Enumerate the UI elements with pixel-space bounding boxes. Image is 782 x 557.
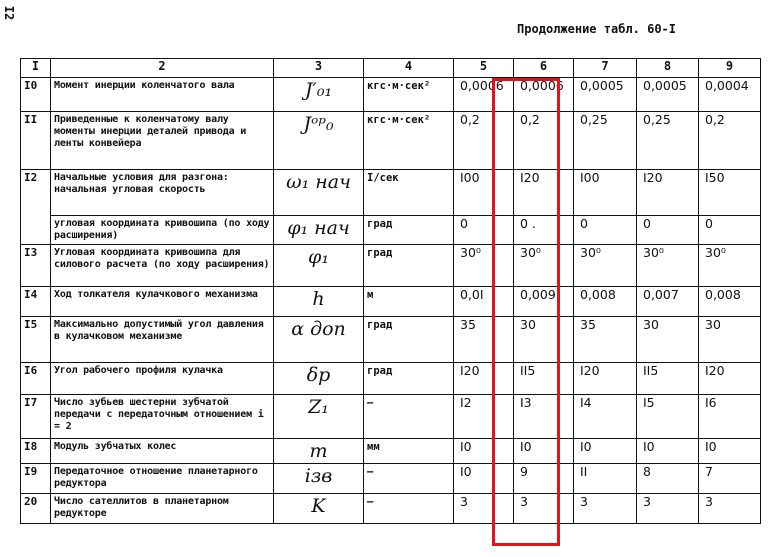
parameter-symbol: J′₀₁ <box>274 78 364 112</box>
table-row <box>21 363 761 395</box>
parameter-name: Момент инерции коленчатого вала <box>51 78 274 112</box>
parameter-symbol: δp <box>274 363 364 395</box>
parameter-name: Начальные условия для разгона: начальная угловая скорость <box>51 170 274 216</box>
value-cell: I00 <box>454 170 514 216</box>
parameter-symbol: φ₁ <box>274 245 364 287</box>
header-cell: 5 <box>454 59 514 78</box>
value-cell: I6 <box>699 395 761 439</box>
value-cell: 0 <box>574 216 637 245</box>
row-number: I3 <box>21 245 51 287</box>
parameter-unit: мм <box>364 439 454 464</box>
value-cell: 0,007 <box>637 287 699 317</box>
header-cell: I <box>21 59 51 78</box>
value-cell: 35 <box>454 317 514 363</box>
parameter-unit: – <box>364 395 454 439</box>
value-cell: 8 <box>637 464 699 494</box>
row-number: I9 <box>21 464 51 494</box>
header-cell: 3 <box>274 59 364 78</box>
value-cell: I0 <box>699 439 761 464</box>
parameter-unit: град <box>364 245 454 287</box>
value-cell: 0,0006 <box>454 78 514 112</box>
value-cell: I4 <box>574 395 637 439</box>
row-number: II <box>21 112 51 170</box>
value-cell: 30⁰ <box>637 245 699 287</box>
header-cell: 7 <box>574 59 637 78</box>
parameter-unit: град <box>364 363 454 395</box>
table-row <box>21 112 761 170</box>
header-cell: 9 <box>699 59 761 78</box>
value-cell: I0 <box>637 439 699 464</box>
parameter-unit: кгс·м·сек² <box>364 78 454 112</box>
value-cell: 30⁰ <box>454 245 514 287</box>
parameter-symbol: Z₁ <box>274 395 364 439</box>
value-cell: 0 <box>637 216 699 245</box>
value-cell: 0,0006 <box>514 78 574 112</box>
table-row <box>21 464 761 494</box>
header-row <box>21 59 761 78</box>
row-number: I7 <box>21 395 51 439</box>
parameter-symbol: ω₁ нач <box>274 170 364 216</box>
value-cell: I0 <box>454 439 514 464</box>
value-cell: I00 <box>574 170 637 216</box>
parameter-symbol: iзв <box>274 464 364 494</box>
table-row <box>21 287 761 317</box>
value-cell: I2 <box>454 395 514 439</box>
value-cell: I50 <box>699 170 761 216</box>
parameter-name: Число зубьев шестерни зубчатой передачи с передаточным отношением i = 2 <box>51 395 274 439</box>
value-cell: 0,008 <box>699 287 761 317</box>
value-cell: I5 <box>637 395 699 439</box>
table-row <box>21 439 761 464</box>
table-caption: Продолжение табл. 60-I <box>517 22 676 36</box>
parameter-name: Угол рабочего профиля кулачка <box>51 363 274 395</box>
row-number: I4 <box>21 287 51 317</box>
value-cell: 7 <box>699 464 761 494</box>
value-cell: I0 <box>514 439 574 464</box>
header-cell: 4 <box>364 59 454 78</box>
value-cell: 0,2 <box>514 112 574 170</box>
parameter-unit: кгс·м·сек² <box>364 112 454 170</box>
value-cell: 9 <box>514 464 574 494</box>
value-cell: I20 <box>637 170 699 216</box>
value-cell: II5 <box>637 363 699 395</box>
value-cell: 0,0005 <box>637 78 699 112</box>
value-cell: II <box>574 464 637 494</box>
parameter-symbol: φ₁ нач <box>274 216 364 245</box>
parameter-symbol: m <box>274 439 364 464</box>
parameter-unit: – <box>364 494 454 524</box>
header-cell: 6 <box>514 59 574 78</box>
parameter-unit: м <box>364 287 454 317</box>
row-number: I0 <box>21 78 51 112</box>
value-cell: I3 <box>514 395 574 439</box>
value-cell: 35 <box>574 317 637 363</box>
row-number: I5 <box>21 317 51 363</box>
page-number: I2 <box>2 5 17 21</box>
value-cell: I20 <box>454 363 514 395</box>
row-number: I6 <box>21 363 51 395</box>
parameter-unit: I/сек <box>364 170 454 216</box>
parameter-name: Передаточное отношение планетарного редуктора <box>51 464 274 494</box>
header-cell: 8 <box>637 59 699 78</box>
table-row <box>21 317 761 363</box>
value-cell: 0,25 <box>637 112 699 170</box>
table-row <box>21 216 761 245</box>
parameter-name: Приведенные к коленчатому валу моменты инерции деталей привода и ленты конвейера <box>51 112 274 170</box>
row-number: I8 <box>21 439 51 464</box>
row-number: 20 <box>21 494 51 524</box>
value-cell: I20 <box>514 170 574 216</box>
parameter-symbol: h <box>274 287 364 317</box>
value-cell: 0,0005 <box>574 78 637 112</box>
value-cell: 0,2 <box>699 112 761 170</box>
parameter-name: Угловая координата кривошипа для силового расчета (по ходу расширения) <box>51 245 274 287</box>
value-cell: I0 <box>574 439 637 464</box>
value-cell: 0,0I <box>454 287 514 317</box>
parameter-name: угловая координата кривошипа (по ходу расширения) <box>51 216 274 245</box>
parameter-symbol: α доп <box>274 317 364 363</box>
value-cell: 0,009 <box>514 287 574 317</box>
value-cell: 0 <box>454 216 514 245</box>
value-cell: 3 <box>454 494 514 524</box>
value-cell: 3 <box>637 494 699 524</box>
value-cell: 30⁰ <box>699 245 761 287</box>
value-cell: 30 <box>637 317 699 363</box>
value-cell: 0,008 <box>574 287 637 317</box>
value-cell: 0,25 <box>574 112 637 170</box>
table-row <box>21 395 761 439</box>
value-cell: 3 <box>699 494 761 524</box>
parameter-name: Ход толкателя кулачкового механизма <box>51 287 274 317</box>
table-row <box>21 494 761 524</box>
table-row <box>21 170 761 216</box>
header-cell: 2 <box>51 59 274 78</box>
value-cell: II5 <box>514 363 574 395</box>
parameter-name: Модуль зубчатых колес <box>51 439 274 464</box>
parameter-unit: град <box>364 317 454 363</box>
parameter-unit: град <box>364 216 454 245</box>
value-cell: 0,2 <box>454 112 514 170</box>
value-cell: 30⁰ <box>574 245 637 287</box>
value-cell: 0 <box>699 216 761 245</box>
parameter-name: Максимально допустимый угол давления в кулачковом механизме <box>51 317 274 363</box>
parameters-table <box>20 58 761 524</box>
parameter-symbol: Jᵒᵖ₀ <box>274 112 364 170</box>
table-row <box>21 78 761 112</box>
value-cell: I0 <box>454 464 514 494</box>
row-number: I2 <box>21 170 51 245</box>
value-cell: 3 <box>514 494 574 524</box>
value-cell: 30 <box>699 317 761 363</box>
value-cell: I20 <box>574 363 637 395</box>
parameter-unit: – <box>364 464 454 494</box>
table-row <box>21 245 761 287</box>
value-cell: 0 . <box>514 216 574 245</box>
value-cell: 30⁰ <box>514 245 574 287</box>
value-cell: 30 <box>514 317 574 363</box>
value-cell: I20 <box>699 363 761 395</box>
value-cell: 0,0004 <box>699 78 761 112</box>
value-cell: 3 <box>574 494 637 524</box>
parameter-name: Число сателлитов в планетарном редукторе <box>51 494 274 524</box>
parameter-symbol: K <box>274 494 364 524</box>
